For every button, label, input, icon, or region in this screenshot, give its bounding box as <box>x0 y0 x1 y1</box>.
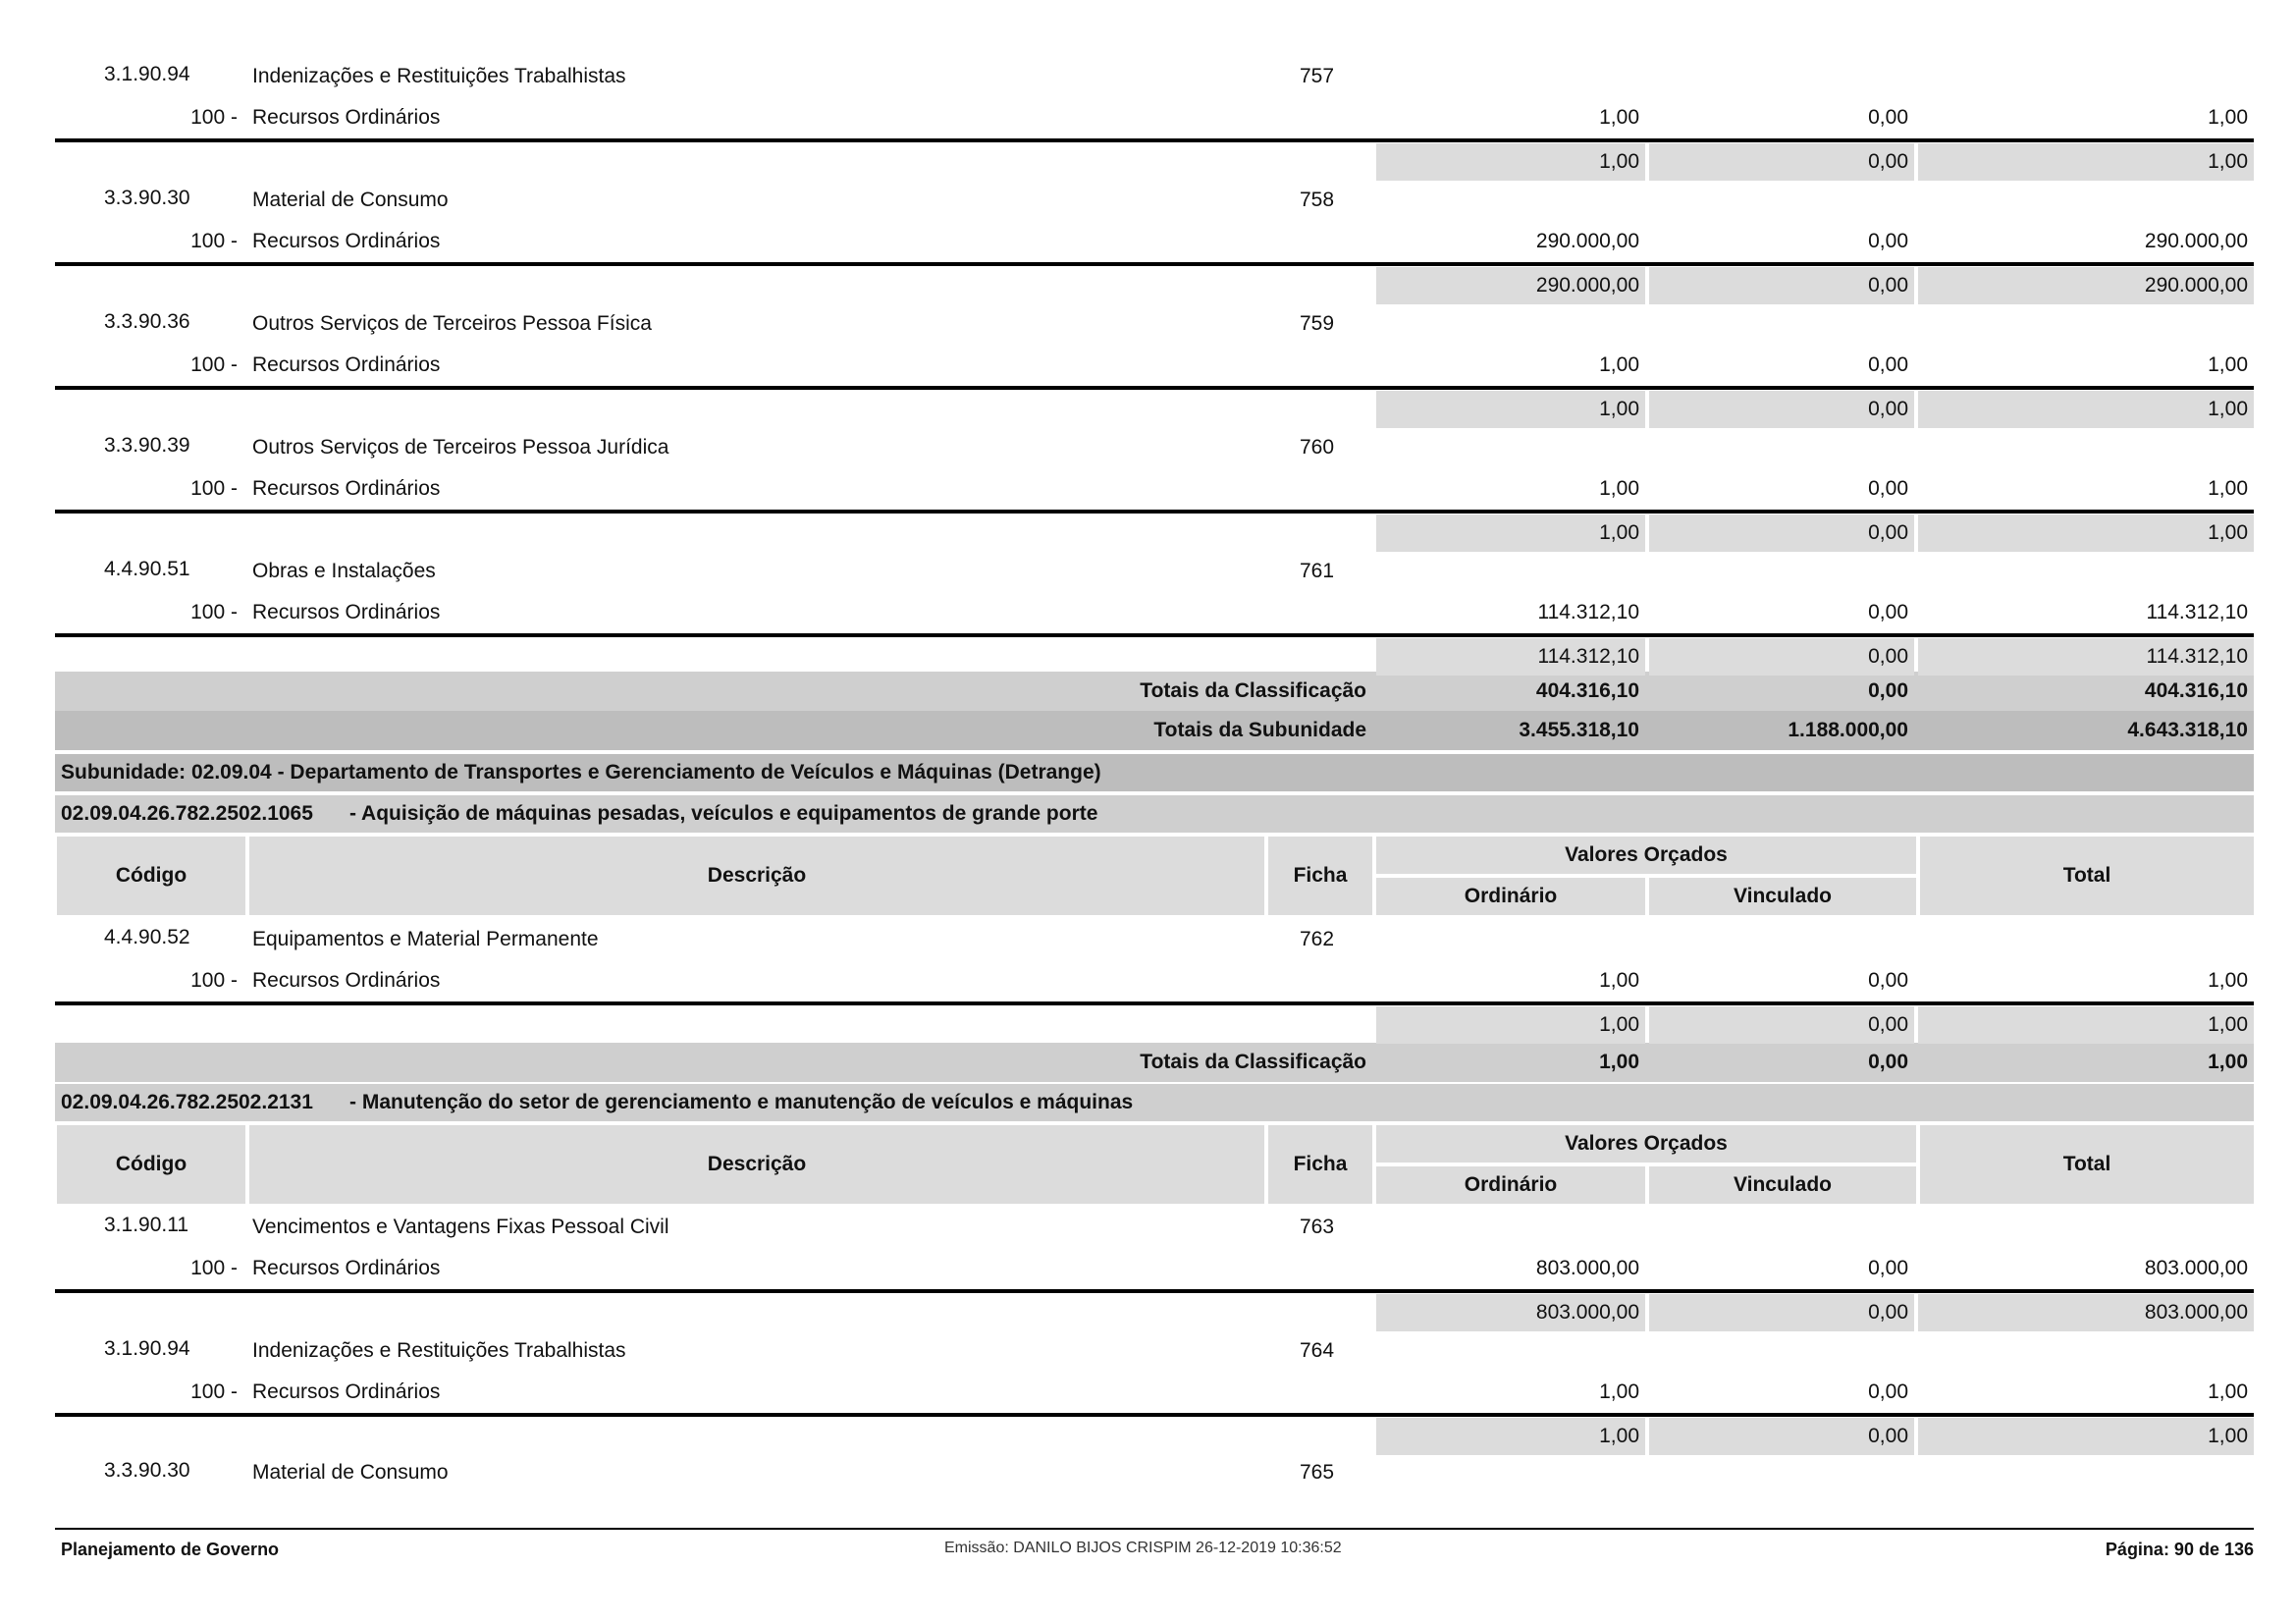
header-descricao: Descrição <box>249 837 1264 915</box>
footer-right: Página: 90 de 136 <box>2105 1540 2254 1559</box>
subtotal-ordinario: 1,00 <box>1376 1006 1645 1044</box>
fonte-descricao: Recursos Ordinários <box>252 1257 441 1279</box>
totais-subunidade-total: 4.643.318,10 <box>2127 719 2248 741</box>
valor-total: 290.000,00 <box>2144 230 2248 252</box>
totais-classificacao-2-label: Totais da Classificação <box>1140 1051 1366 1073</box>
footer-left: Planejamento de Governo <box>61 1540 280 1559</box>
header-valores-orcados: Valores Orçados <box>1376 837 1916 874</box>
fonte-descricao: Recursos Ordinários <box>252 969 441 992</box>
fonte-descricao: Recursos Ordinários <box>252 477 441 500</box>
valor-total: 1,00 <box>2208 477 2248 500</box>
fonte-codigo: 100 - <box>190 477 238 500</box>
item-descricao: Outros Serviços de Terceiros Pessoa Física <box>252 312 652 335</box>
fonte-codigo: 100 - <box>190 353 238 376</box>
subtotal-total: 1,00 <box>1918 143 2254 181</box>
header-ordinario: Ordinário <box>1376 1166 1645 1204</box>
totais-subunidade-label: Totais da Subunidade <box>1153 719 1366 741</box>
subunidade-header <box>55 754 2254 791</box>
item-codigo: 4.4.90.52 <box>104 926 190 948</box>
subunidade-title: Subunidade: 02.09.04 - Departamento de Transportes e Gerenciamento de Veículos e Máquinas (Detrange) <box>61 761 1101 784</box>
header-vinculado: Vinculado <box>1649 1166 1916 1204</box>
item-descricao: Vencimentos e Vantagens Fixas Pessoal Civil <box>252 1216 669 1238</box>
item-ficha: 762 <box>1300 928 1335 950</box>
header-codigo: Código <box>57 1125 245 1204</box>
item-codigo: 3.3.90.30 <box>104 187 190 209</box>
row-divider <box>55 262 2254 266</box>
item-codigo: 3.3.90.36 <box>104 310 190 333</box>
footer-divider <box>55 1528 2254 1530</box>
acao-1-codigo: 02.09.04.26.782.2502.1065 <box>61 802 313 825</box>
header-vinculado: Vinculado <box>1649 878 1916 915</box>
subtotal-vinculado: 0,00 <box>1649 1006 1914 1044</box>
totais-classificacao-ordinario: 404.316,10 <box>1535 679 1639 702</box>
valor-ordinario: 1,00 <box>1599 353 1639 376</box>
subtotal-ordinario: 1,00 <box>1376 514 1645 552</box>
subtotal-ordinario: 803.000,00 <box>1376 1294 1645 1331</box>
subtotal-vinculado: 0,00 <box>1649 143 1914 181</box>
fonte-codigo: 100 - <box>190 969 238 992</box>
subtotal-total: 1,00 <box>1918 514 2254 552</box>
valor-ordinario: 1,00 <box>1599 106 1639 129</box>
header-total: Total <box>1920 1125 2254 1204</box>
totais-classificacao-2-vinculado: 0,00 <box>1868 1051 1908 1073</box>
valor-vinculado: 0,00 <box>1868 477 1908 500</box>
totais-subunidade-vinculado: 1.188.000,00 <box>1788 719 1908 741</box>
subtotal-ordinario: 1,00 <box>1376 143 1645 181</box>
subtotal-vinculado: 0,00 <box>1649 1418 1914 1455</box>
acao-2-header <box>55 1084 2254 1121</box>
valor-ordinario: 1,00 <box>1599 969 1639 992</box>
subtotal-vinculado: 0,00 <box>1649 514 1914 552</box>
subtotal-vinculado: 0,00 <box>1649 391 1914 428</box>
fonte-codigo: 100 - <box>190 1257 238 1279</box>
item-descricao: Material de Consumo <box>252 1461 449 1484</box>
valor-total: 114.312,10 <box>2146 601 2248 623</box>
header-total: Total <box>1920 837 2254 915</box>
row-divider <box>55 633 2254 637</box>
acao-1-header <box>55 795 2254 833</box>
fonte-descricao: Recursos Ordinários <box>252 353 441 376</box>
fonte-descricao: Recursos Ordinários <box>252 1380 441 1403</box>
item-descricao: Obras e Instalações <box>252 560 436 582</box>
item-descricao: Indenizações e Restituições Trabalhistas <box>252 1339 626 1362</box>
subtotal-ordinario: 1,00 <box>1376 1418 1645 1455</box>
row-divider <box>55 1001 2254 1005</box>
item-ficha: 760 <box>1300 436 1335 459</box>
valor-ordinario: 114.312,10 <box>1537 601 1639 623</box>
fonte-codigo: 100 - <box>190 1380 238 1403</box>
subtotal-ordinario: 290.000,00 <box>1376 267 1645 304</box>
row-divider <box>55 1289 2254 1293</box>
row-divider <box>55 386 2254 390</box>
row-divider <box>55 510 2254 514</box>
item-codigo: 4.4.90.51 <box>104 558 190 580</box>
footer-center: Emissão: DANILO BIJOS CRISPIM 26-12-2019 10:36:52 <box>944 1540 1342 1556</box>
subtotal-total: 803.000,00 <box>1918 1294 2254 1331</box>
fonte-codigo: 100 - <box>190 601 238 623</box>
item-ficha: 763 <box>1300 1216 1335 1238</box>
item-ficha: 759 <box>1300 312 1335 335</box>
valor-ordinario: 1,00 <box>1599 1380 1639 1403</box>
item-ficha: 761 <box>1300 560 1335 582</box>
totais-subunidade-ordinario: 3.455.318,10 <box>1519 719 1639 741</box>
item-ficha: 764 <box>1300 1339 1335 1362</box>
valor-total: 1,00 <box>2208 353 2248 376</box>
header-descricao: Descrição <box>249 1125 1264 1204</box>
valor-ordinario: 803.000,00 <box>1535 1257 1639 1279</box>
header-ficha: Ficha <box>1268 1125 1372 1204</box>
valor-total: 1,00 <box>2208 106 2248 129</box>
valor-ordinario: 290.000,00 <box>1535 230 1639 252</box>
subtotal-total: 1,00 <box>1918 391 2254 428</box>
row-divider <box>55 1413 2254 1417</box>
totais-classificacao-label: Totais da Classificação <box>1140 679 1366 702</box>
header-ordinario: Ordinário <box>1376 878 1645 915</box>
fonte-descricao: Recursos Ordinários <box>252 230 441 252</box>
valor-vinculado: 0,00 <box>1868 230 1908 252</box>
subtotal-ordinario: 1,00 <box>1376 391 1645 428</box>
item-codigo: 3.1.90.94 <box>104 1337 190 1360</box>
totais-classificacao-2-total: 1,00 <box>2208 1051 2248 1073</box>
header-codigo: Código <box>57 837 245 915</box>
item-descricao: Equipamentos e Material Permanente <box>252 928 599 950</box>
totais-classificacao-row <box>55 672 2254 711</box>
item-ficha: 757 <box>1300 65 1335 87</box>
valor-vinculado: 0,00 <box>1868 601 1908 623</box>
item-descricao: Indenizações e Restituições Trabalhistas <box>252 65 626 87</box>
header-valores-orcados: Valores Orçados <box>1376 1125 1916 1163</box>
totais-subunidade-row <box>55 711 2254 750</box>
valor-total: 1,00 <box>2208 969 2248 992</box>
totais-classificacao-2-ordinario: 1,00 <box>1599 1051 1639 1073</box>
header-ficha: Ficha <box>1268 837 1372 915</box>
totais-classificacao-total: 404.316,10 <box>2144 679 2248 702</box>
subtotal-total: 114.312,10 <box>1918 638 2254 676</box>
subtotal-total: 1,00 <box>1918 1006 2254 1044</box>
subtotal-vinculado: 0,00 <box>1649 638 1914 676</box>
item-descricao: Outros Serviços de Terceiros Pessoa Jurídica <box>252 436 669 459</box>
item-codigo: 3.1.90.11 <box>104 1214 189 1236</box>
item-codigo: 3.3.90.39 <box>104 434 190 457</box>
fonte-codigo: 100 - <box>190 106 238 129</box>
item-codigo: 3.1.90.94 <box>104 63 190 85</box>
fonte-codigo: 100 - <box>190 230 238 252</box>
valor-total: 803.000,00 <box>2144 1257 2248 1279</box>
subtotal-ordinario: 114.312,10 <box>1376 638 1645 676</box>
totais-classificacao-vinculado: 0,00 <box>1868 679 1908 702</box>
item-ficha: 758 <box>1300 189 1335 211</box>
subtotal-total: 290.000,00 <box>1918 267 2254 304</box>
subtotal-vinculado: 0,00 <box>1649 267 1914 304</box>
valor-vinculado: 0,00 <box>1868 969 1908 992</box>
acao-1-descricao: - Aquisição de máquinas pesadas, veículos e equipamentos de grande porte <box>349 802 1098 825</box>
valor-total: 1,00 <box>2208 1380 2248 1403</box>
totais-classificacao-2-row <box>55 1043 2254 1082</box>
fonte-descricao: Recursos Ordinários <box>252 601 441 623</box>
valor-ordinario: 1,00 <box>1599 477 1639 500</box>
acao-2-descricao: - Manutenção do setor de gerenciamento e manutenção de veículos e máquinas <box>349 1091 1134 1113</box>
valor-vinculado: 0,00 <box>1868 1380 1908 1403</box>
item-ficha: 765 <box>1300 1461 1335 1484</box>
fonte-descricao: Recursos Ordinários <box>252 106 441 129</box>
valor-vinculado: 0,00 <box>1868 106 1908 129</box>
item-codigo: 3.3.90.30 <box>104 1459 190 1482</box>
subtotal-total: 1,00 <box>1918 1418 2254 1455</box>
item-descricao: Material de Consumo <box>252 189 449 211</box>
subtotal-vinculado: 0,00 <box>1649 1294 1914 1331</box>
valor-vinculado: 0,00 <box>1868 353 1908 376</box>
row-divider <box>55 138 2254 142</box>
valor-vinculado: 0,00 <box>1868 1257 1908 1279</box>
acao-2-codigo: 02.09.04.26.782.2502.2131 <box>61 1091 313 1113</box>
